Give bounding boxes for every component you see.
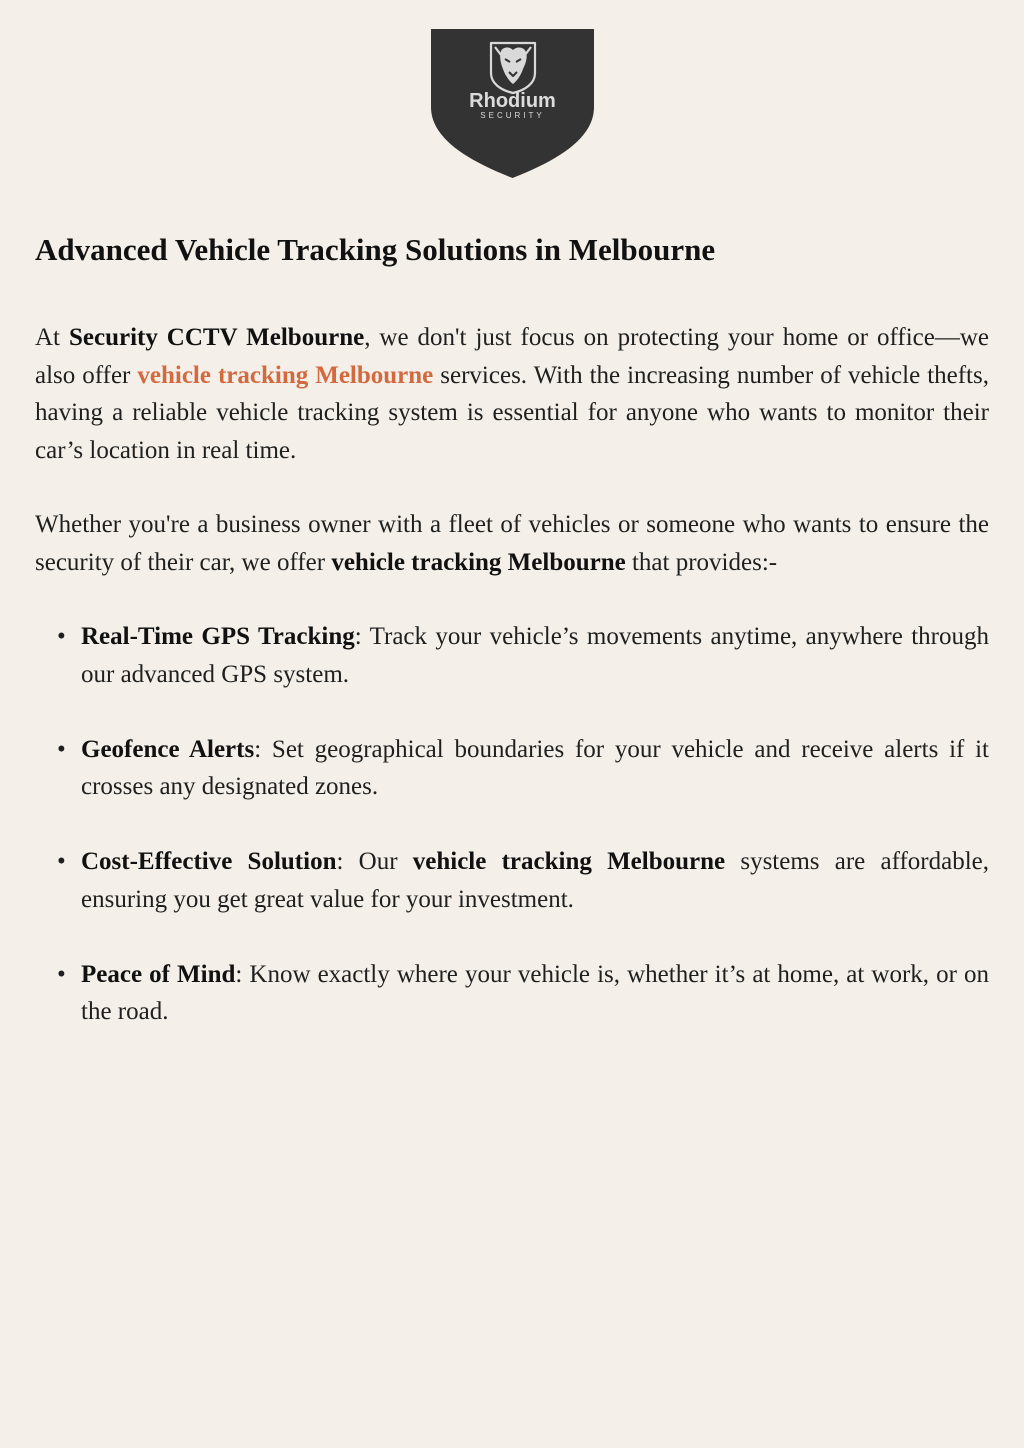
intro-text-3: services. With the increasing number of vehicle thefts, having a reliable vehicle tracking system is essential for anyone who wants to monitor their car’s location in real time. <box>35 361 989 464</box>
feature-text-2: systems are affordable, ensuring you get great value for your investment. <box>81 848 990 913</box>
intro-text-2: , we don't just focus on protecting your home or office—we also offer <box>35 324 990 389</box>
feature-title: Cost-Effective Solution <box>81 848 337 875</box>
para2-text-1: Whether you're a business owner with a fleet of vehicles or someone who wants to ensure the security of their car, we offer <box>35 511 989 576</box>
intro-text-1: At <box>35 324 69 351</box>
logo <box>431 29 594 178</box>
feature-text: : Track your vehicle’s movements anytime, anywhere through our advanced GPS system. <box>81 623 990 688</box>
features-list <box>35 618 989 1031</box>
bullet-icon: • <box>57 848 66 875</box>
logo-brand-name: Rhodium <box>469 90 556 112</box>
list-item <box>35 843 989 918</box>
page-title: Advanced Vehicle Tracking Solutions in Melbourne <box>35 232 716 267</box>
para2-text-2: that provides:- <box>625 548 778 576</box>
feature-bold-service: vehicle tracking Melbourne <box>412 848 726 875</box>
bullet-icon: • <box>57 623 66 650</box>
feature-text: : Set geographical boundaries for your vehicle and receive alerts if it crosses any designated zones. <box>81 735 989 800</box>
feature-title: Real-Time GPS Tracking <box>81 623 355 650</box>
shield-logo-icon <box>431 29 594 178</box>
logo-tagline: SECURITY <box>480 111 545 120</box>
para2-bold-service: vehicle tracking Melbourne <box>331 548 626 576</box>
list-item <box>35 618 989 693</box>
feature-text: : Know exactly where your vehicle is, whether it’s at home, at work, or on the road. <box>81 960 989 1025</box>
bullet-icon: • <box>57 960 66 988</box>
feature-text: : Our <box>336 848 413 875</box>
list-item <box>35 731 989 806</box>
feature-title: Geofence Alerts <box>81 735 255 763</box>
second-paragraph <box>35 506 989 581</box>
article-content <box>35 228 989 1068</box>
intro-paragraph <box>35 319 989 469</box>
bullet-icon: • <box>57 735 66 763</box>
list-item <box>35 956 989 1031</box>
vehicle-tracking-link[interactable]: vehicle tracking Melbourne <box>137 361 434 389</box>
feature-title: Peace of Mind <box>81 960 236 988</box>
intro-bold-company: Security CCTV Melbourne <box>68 324 365 351</box>
